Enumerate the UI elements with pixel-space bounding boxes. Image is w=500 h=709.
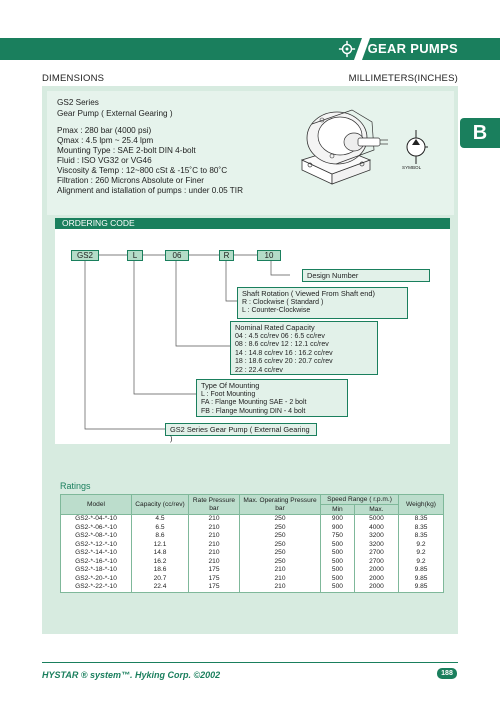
col-rated-pressure: Rate Pressure bar	[189, 495, 240, 515]
units-label: MILLIMETERS(INCHES)	[348, 73, 458, 84]
mounting-title: Type Of Mounting	[201, 381, 260, 390]
series-desc	[165, 423, 317, 443]
capacity-line: 04 : 4.5 cc/rev 06 : 6.5 cc/rev	[235, 332, 325, 340]
rotation-line: R : Clockwise ( Standard )	[242, 298, 324, 306]
table-cell: 9.2	[399, 541, 444, 550]
table-cell: 8.35	[399, 515, 444, 524]
design-number-desc	[302, 269, 430, 282]
col-speed-max: Max.	[354, 505, 398, 515]
capacity-line: 18 : 18.6 cc/rev 20 : 20.7 cc/rev	[235, 358, 333, 366]
gear-pump-icon	[338, 40, 356, 58]
series-subtitle: Gear Pump ( External Gearing )	[57, 109, 173, 118]
capacity-line: 08 : 8.6 cc/rev 12 : 12.1 cc/rev	[235, 341, 329, 349]
capacity-line: 22 : 22.4 cc/rev	[235, 366, 283, 374]
table-cell: 8.35	[399, 532, 444, 541]
table-cell: 500	[321, 575, 355, 584]
ratings-label: Ratings	[60, 481, 91, 491]
table-cell: 210	[240, 566, 321, 575]
spec-line: Fluid : ISO VG32 or VG46	[57, 156, 152, 165]
shaft-rotation-desc	[237, 287, 408, 319]
table-cell: 250	[240, 549, 321, 558]
table-cell: 210	[240, 575, 321, 584]
col-weight: Weigh(kg)	[399, 495, 444, 515]
table-cell: 210	[189, 524, 240, 533]
table-cell: 2000	[354, 566, 398, 575]
table-cell: 2700	[354, 549, 398, 558]
col-speed: Speed Range ( r.p.m.)	[321, 495, 399, 505]
col-speed-min: Min	[321, 505, 355, 515]
table-cell: 500	[321, 558, 355, 567]
table-cell: 250	[240, 524, 321, 533]
series-desc-label: GS2 Series Gear Pump ( External Gearing )	[170, 425, 310, 443]
table-cell: 5000	[354, 515, 398, 524]
table-cell: 2000	[354, 575, 398, 584]
table-cell: 4.5	[132, 515, 189, 524]
table-row	[61, 566, 444, 575]
series-title: GS2 Series	[57, 98, 99, 107]
spec-line: Filtration : 260 Microns Absolute or Finer	[57, 176, 204, 185]
table-row	[61, 575, 444, 584]
table-cell: 2000	[354, 583, 398, 592]
footer-divider	[42, 662, 458, 663]
table-cell: 210	[189, 515, 240, 524]
table-cell: 2700	[354, 558, 398, 567]
table-cell: 6.5	[132, 524, 189, 533]
table-cell: GS2-*-12-*-10	[61, 541, 132, 550]
table-cell: 20.7	[132, 575, 189, 584]
table-cell: 210	[189, 558, 240, 567]
table-cell: GS2-*-06-*-10	[61, 524, 132, 533]
table-cell: 250	[240, 532, 321, 541]
mounting-desc	[196, 379, 348, 417]
symbol-label: SYMBOL	[402, 165, 422, 170]
table-cell: 8.35	[399, 524, 444, 533]
table-cell: GS2-*-18-*-10	[61, 566, 132, 575]
table-row	[61, 541, 444, 550]
table-row	[61, 532, 444, 541]
ratings-table	[60, 494, 444, 593]
code-mounting-box: L	[127, 250, 143, 261]
table-cell: GS2-*-16-*-10	[61, 558, 132, 567]
table-cell: 8.6	[132, 532, 189, 541]
spec-line: Alignment and istallation of pumps : under 0.05 TIR	[57, 186, 243, 195]
table-cell: 500	[321, 549, 355, 558]
title-bar	[0, 38, 500, 60]
table-cell: 210	[189, 532, 240, 541]
table-row	[61, 549, 444, 558]
spec-line: Pmax : 280 bar (4000 psi)	[57, 126, 152, 135]
table-cell: 175	[189, 575, 240, 584]
ordering-code-heading: ORDERING CODE	[55, 218, 450, 229]
table-cell: 900	[321, 524, 355, 533]
table-cell: GS2-*-20-*-10	[61, 575, 132, 584]
table-cell: 500	[321, 583, 355, 592]
code-series-box: GS2	[71, 250, 99, 261]
spec-list	[57, 126, 243, 196]
table-row	[61, 583, 444, 592]
footer-text: HYSTAR ® system™. Hyking Corp. ©2002	[42, 670, 221, 680]
page-number: 188	[437, 668, 457, 679]
mounting-line: L : Foot Mounting	[201, 390, 256, 398]
capacity-line: 14 : 14.8 cc/rev 16 : 16.2 cc/rev	[235, 349, 333, 357]
code-capacity-box: 06	[165, 250, 189, 261]
table-row	[61, 558, 444, 567]
spec-line: Qmax : 4.5 lpm ~ 25.4 lpm	[57, 136, 154, 145]
code-rotation-box: R	[219, 250, 234, 261]
table-cell: 250	[240, 558, 321, 567]
table-cell: 12.1	[132, 541, 189, 550]
table-cell: 3200	[354, 541, 398, 550]
col-model: Model	[61, 495, 132, 515]
table-cell: 250	[240, 541, 321, 550]
table-cell: 500	[321, 566, 355, 575]
table-cell: 750	[321, 532, 355, 541]
gear-pump-illustration	[292, 100, 392, 192]
table-cell: 210	[240, 583, 321, 592]
table-cell: GS2-*-14-*-10	[61, 549, 132, 558]
table-cell: 16.2	[132, 558, 189, 567]
page-title: GEAR PUMPS	[367, 41, 458, 56]
code-design-box: 10	[257, 250, 281, 261]
table-cell: 9.2	[399, 558, 444, 567]
table-cell: 9.85	[399, 583, 444, 592]
table-cell: 900	[321, 515, 355, 524]
col-max-pressure: Max. Operating Pressure bar	[240, 495, 321, 515]
table-cell: 22.4	[132, 583, 189, 592]
spec-line: Viscosity & Temp : 12~800 cSt & -15˚C to 80˚C	[57, 166, 228, 175]
dimensions-label: DIMENSIONS	[42, 73, 105, 84]
table-cell: GS2-*-22-*-10	[61, 583, 132, 592]
table-cell: 3200	[354, 532, 398, 541]
table-cell: 175	[189, 566, 240, 575]
rotation-title: Shaft Rotation ( Viewed From Shaft end)	[242, 289, 375, 298]
table-cell: 9.85	[399, 575, 444, 584]
section-tab: B	[460, 118, 500, 148]
table-cell: 250	[240, 515, 321, 524]
table-cell: GS2-*-08-*-10	[61, 532, 132, 541]
capacity-title: Nominal Rated Capacity	[235, 323, 315, 332]
table-cell: 9.85	[399, 566, 444, 575]
mounting-line: FA : Flange Mounting SAE - 2 bolt	[201, 399, 307, 407]
table-cell: GS2-*-04-*-10	[61, 515, 132, 524]
table-cell: 210	[189, 541, 240, 550]
capacity-desc	[230, 321, 378, 375]
table-cell: 500	[321, 541, 355, 550]
table-cell: 18.6	[132, 566, 189, 575]
table-cell: 4000	[354, 524, 398, 533]
rotation-line: L : Counter-Clockwise	[242, 307, 311, 315]
table-cell: 210	[189, 549, 240, 558]
ratings-table-body	[61, 515, 444, 593]
design-number-label: Design Number	[307, 271, 359, 280]
table-cell: 9.2	[399, 549, 444, 558]
table-row	[61, 515, 444, 524]
spec-line: Mounting Type : SAE 2-bolt DIN 4-bolt	[57, 146, 196, 155]
table-cell: 175	[189, 583, 240, 592]
col-capacity: Capacity (cc/rev)	[132, 495, 189, 515]
table-cell: 14.8	[132, 549, 189, 558]
table-row	[61, 524, 444, 533]
mounting-line: FB : Flange Mounting DIN - 4 bolt	[201, 407, 306, 415]
